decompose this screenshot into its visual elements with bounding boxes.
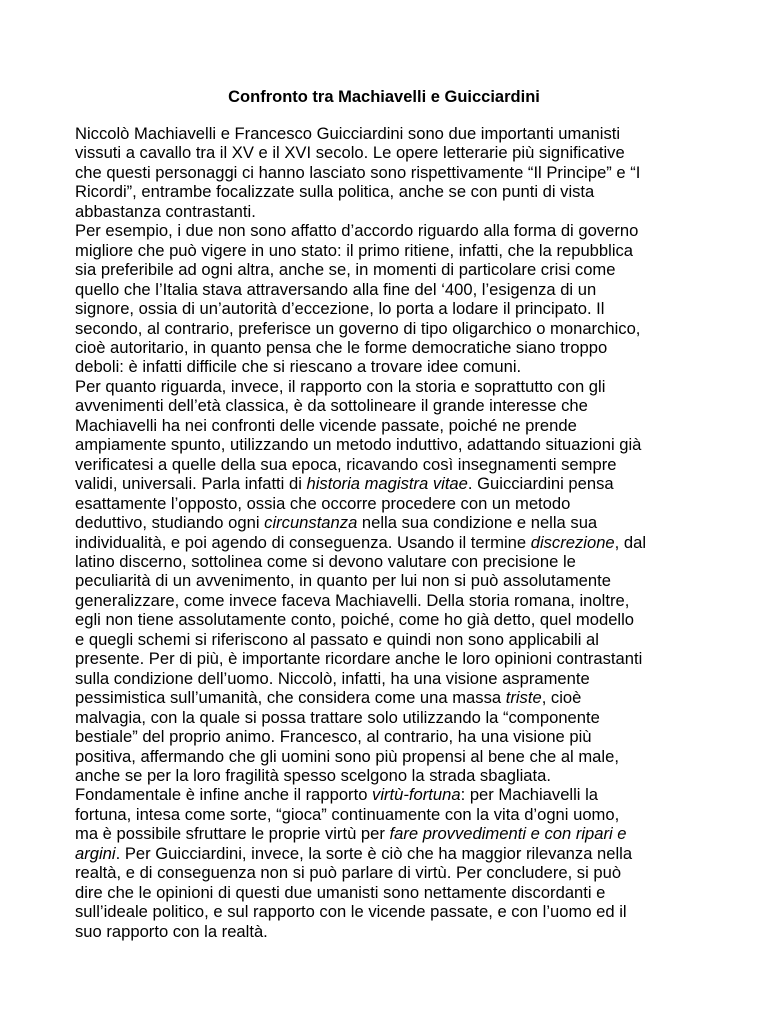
text-line xyxy=(75,863,703,882)
text-line xyxy=(75,396,703,415)
text-segment: secondo, al contrario, preferisce un governo di tipo oligarchico o monarchico, xyxy=(75,318,641,338)
text-line xyxy=(75,824,703,843)
text-line xyxy=(75,124,703,143)
text-segment: migliore che può vigere in uno stato: il primo ritiene, infatti, che la repubblica xyxy=(75,240,634,260)
text-line xyxy=(75,552,703,571)
italic-text: virtù-fortuna xyxy=(372,785,461,805)
text-line xyxy=(75,708,703,727)
text-segment: suo rapporto con la realtà. xyxy=(75,921,268,941)
text-line xyxy=(75,338,703,357)
text-line xyxy=(75,883,703,902)
text-line xyxy=(75,435,703,454)
text-segment: latino discerno, sottolinea come si devono valutare con precisione le xyxy=(75,551,576,571)
text-line xyxy=(75,357,703,376)
text-line xyxy=(75,163,703,182)
text-line xyxy=(75,241,703,260)
text-segment: deboli: è infatti difficile che si riescano a trovare idee comuni. xyxy=(75,357,522,377)
text-segment: deduttivo, studiando ogni xyxy=(75,513,265,533)
text-line xyxy=(75,319,703,338)
text-segment: sia preferibile ad ogni altra, anche se, in momenti di particolare crisi come xyxy=(75,260,616,280)
text-line xyxy=(75,649,703,668)
italic-text: circunstanza xyxy=(264,513,358,533)
text-segment: Per esempio, i due non sono affatto d’accordo riguardo alla forma di governo xyxy=(75,221,639,241)
text-line xyxy=(75,902,703,921)
text-segment: Per quanto riguarda, invece, il rapporto con la storia e soprattutto con gli xyxy=(75,376,606,396)
italic-text: fare provvedimenti e con ripari e xyxy=(389,824,627,844)
text-segment: Fondamentale è infine anche il rapporto xyxy=(75,785,373,805)
text-segment: verificatesi a quelle della sua epoca, ricavando così insegnamenti sempre xyxy=(75,454,617,474)
text-segment: cioè autoritario, in quanto pensa che le forme democratiche siano troppo xyxy=(75,337,608,357)
text-segment: validi, universali. Parla infatti di xyxy=(75,474,307,494)
text-segment: Machiavelli ha nei confronti delle vicende passate, poiché ne prende xyxy=(75,415,577,435)
text-segment: : per Machiavelli la xyxy=(460,785,599,805)
text-line xyxy=(75,280,703,299)
text-line xyxy=(75,747,703,766)
text-line xyxy=(75,202,703,221)
text-line xyxy=(75,630,703,649)
text-segment: anche se per la loro fragilità spesso scelgono la strada sbagliata. xyxy=(75,765,551,785)
text-line xyxy=(75,727,703,746)
text-line xyxy=(75,299,703,318)
text-segment: , dal xyxy=(614,532,647,552)
text-segment: . Per Guicciardini, invece, la sorte è ciò che ha maggior rilevanza nella xyxy=(115,843,633,863)
text-line xyxy=(75,610,703,629)
text-line xyxy=(75,591,703,610)
text-segment: avvenimenti dell’età classica, è da sottolineare il grande interesse che xyxy=(75,396,588,416)
text-segment: realtà, e di conseguenza non si può parlare di virtù. Per concludere, si può xyxy=(75,863,622,883)
text-line xyxy=(75,785,703,804)
text-segment: peculiarità di un avvenimento, in quanto per lui non si può assolutamente xyxy=(75,571,611,591)
text-segment: generalizzare, come invece faceva Machiavelli. Della storia romana, inoltre, xyxy=(75,590,630,610)
italic-text: argini xyxy=(75,843,116,863)
text-segment: ma è possibile sfruttare le proprie virtù per xyxy=(75,824,390,844)
text-segment: quello che l’Italia stava attraversando alla fine del ‘400, l’esigenza di un xyxy=(75,279,597,299)
text-segment: positiva, affermando che gli uomini sono più propensi al bene che al male, xyxy=(75,746,619,766)
text-segment: malvagia, con la quale si possa trattare solo utilizzando la “componente xyxy=(75,707,600,727)
italic-text: discrezione xyxy=(530,532,615,552)
text-segment: egli non tiene assolutamente conto, poiché, come ho già detto, quel modello xyxy=(75,610,635,630)
text-line xyxy=(75,182,703,201)
text-line xyxy=(75,844,703,863)
italic-text: triste xyxy=(505,688,542,708)
document-title: Confronto tra Machiavelli e Guicciardini xyxy=(228,88,540,106)
text-line xyxy=(75,221,703,240)
text-segment: pessimistica sull’umanità, che considera come una massa xyxy=(75,688,506,708)
text-line xyxy=(75,805,703,824)
text-segment: , cioè xyxy=(541,688,582,708)
text-line xyxy=(75,416,703,435)
text-segment: individualità, e poi agendo di conseguenza. Usando il termine xyxy=(75,532,531,552)
text-line xyxy=(75,766,703,785)
text-line xyxy=(75,513,703,532)
text-segment: presente. Per di più, è importante ricordare anche le loro opinioni contrastanti xyxy=(75,649,643,669)
text-segment: . Guicciardini pensa xyxy=(467,474,614,494)
text-line xyxy=(75,571,703,590)
text-line xyxy=(75,455,703,474)
text-segment: Niccolò Machiavelli e Francesco Guicciardini sono due importanti umanisti xyxy=(75,124,621,143)
text-segment: vissuti a cavallo tra il XV e il XVI secolo. Le opere letterarie più significative xyxy=(75,143,625,163)
text-line xyxy=(75,922,703,941)
text-segment: fortuna, intesa come sorte, “gioca” continuamente con la vita d’ogni uomo, xyxy=(75,804,620,824)
document-body xyxy=(75,124,703,941)
italic-text: historia magistra vitae xyxy=(306,474,468,494)
text-line xyxy=(75,494,703,513)
text-segment: abbastanza contrastanti. xyxy=(75,201,256,221)
text-line xyxy=(75,143,703,162)
text-segment: sull’ideale politico, e sul rapporto con le vicende passate, e con l’uomo ed il xyxy=(75,902,627,922)
text-segment: bestiale” del proprio animo. Francesco, al contrario, ha una visione più xyxy=(75,727,592,747)
text-segment: dire che le opinioni di questi due umanisti sono nettamente discordanti e xyxy=(75,882,606,902)
text-line xyxy=(75,533,703,552)
text-segment: signore, ossia di un’autorità d’eccezione, lo porta a lodare il principato. Il xyxy=(75,299,605,319)
text-line xyxy=(75,377,703,396)
text-segment: esattamente l’opposto, ossia che occorre procedere con un metodo xyxy=(75,493,571,513)
text-segment: che questi personaggi ci hanno lasciato sono rispettivamente “Il Principe” e “I xyxy=(75,162,641,182)
text-line xyxy=(75,688,703,707)
text-line xyxy=(75,669,703,688)
text-segment: ampiamente spunto, utilizzando un metodo induttivo, adattando situazioni già xyxy=(75,435,642,455)
text-segment: nella sua condizione e nella sua xyxy=(357,513,598,533)
text-line xyxy=(75,260,703,279)
text-segment: Ricordi”, entrambe focalizzate sulla politica, anche se con punti di vista xyxy=(75,182,595,202)
text-segment: e quegli schemi si riferiscono al passato e quindi non sono applicabili al xyxy=(75,629,599,649)
text-segment: sulla condizione dell’uomo. Niccolò, infatti, ha una visione aspramente xyxy=(75,668,590,688)
text-line xyxy=(75,474,703,493)
